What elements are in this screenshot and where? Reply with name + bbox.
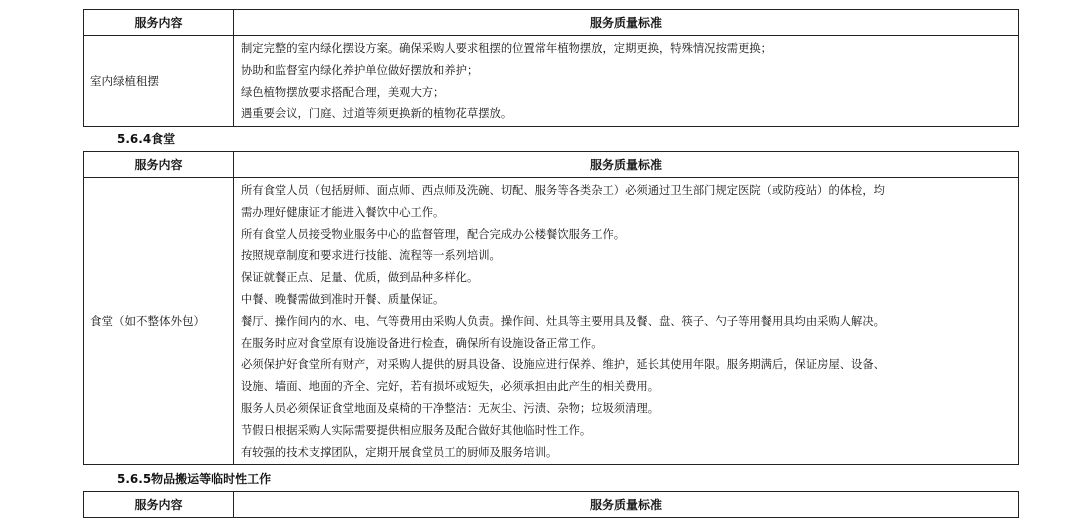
table-header-row [84,152,1019,178]
content-line: 所有食堂人员（包括厨师、面点师、西点师及洗碗、切配、服务等各类杂工）必须通过卫生部门规定医院（或防疫站）的体检，均 [241,184,885,197]
canteen-table [83,151,1019,465]
content-line: 服务人员必须保证食堂地面及桌椅的干净整洁：无灰尘、污渍、杂物；垃圾须清理。 [241,401,659,415]
header-quality-standard: 服务质量标准 [234,492,1019,518]
header-service-content: 服务内容 [84,10,234,36]
content-line: 保证就餐正点、足量、优质，做到品种多样化。 [241,271,479,285]
plant-rental-table [83,9,1019,127]
header-service-content: 服务内容 [84,492,234,518]
content-line: 中餐、晚餐需做到准时开餐、质量保证。 [241,292,445,306]
content-line: 有较强的技术支撑团队，定期开展食堂员工的厨师及服务培训。 [241,445,558,459]
row-label: 食堂（如不整体外包） [84,178,234,465]
section-heading-canteen: 5.6.4食堂 [117,132,176,146]
content-line: 按照规章制度和要求进行技能、流程等一系列培训。 [241,249,501,263]
table-header-row [84,492,1019,518]
header-service-content: 服务内容 [84,152,234,178]
section-heading-temporary-work: 5.6.5物品搬运等临时性工作 [117,472,272,486]
row-content [234,178,1019,465]
content-line: 协助和监督室内绿化养护单位做好摆放和养护； [241,63,479,77]
content-line: 绿色植物摆放要求搭配合理，美观大方； [241,85,445,99]
header-quality-standard: 服务质量标准 [234,152,1019,178]
table-row [84,36,1019,127]
content-line: 设施、墙面、地面的齐全、完好，若有损坏或短失，必须承担由此产生的相关费用。 [241,380,659,394]
content-line: 在服务时应对食堂原有设施设备进行检查，确保所有设施设备正常工作。 [241,336,603,350]
content-line: 必须保护好食堂所有财产，对采购人提供的厨具设备、设施应进行保养、维护，延长其使用年限。服务期满后，保证房屋、设备、 [241,358,885,372]
content-line: 需办理好健康证才能进入餐饮中心工作。 [241,205,445,219]
table-header-row [84,10,1019,36]
content-line: 制定完整的室内绿化摆设方案。确保采购人要求租摆的位置常年植物摆放，定期更换，特殊情况按需更换； [241,42,772,55]
content-line: 节假日根据采购人实际需要提供相应服务及配合做好其他临时性工作。 [241,423,592,437]
content-line: 遇重要会议，门庭、过道等须更换新的植物花草摆放。 [241,107,513,121]
header-quality-standard: 服务质量标准 [234,10,1019,36]
row-content [234,36,1019,127]
temporary-work-table [83,491,1019,518]
content-line: 所有食堂人员接受物业服务中心的监督管理，配合完成办公楼餐饮服务工作。 [241,227,626,241]
content-line: 餐厅、操作间内的水、电、气等费用由采购人负责。操作间、灶具等主要用具及餐、盘、筷子、勺子等用餐用具均由采购人解决。 [241,314,885,328]
table-row [84,178,1019,465]
row-label: 室内绿植租摆 [84,36,234,127]
